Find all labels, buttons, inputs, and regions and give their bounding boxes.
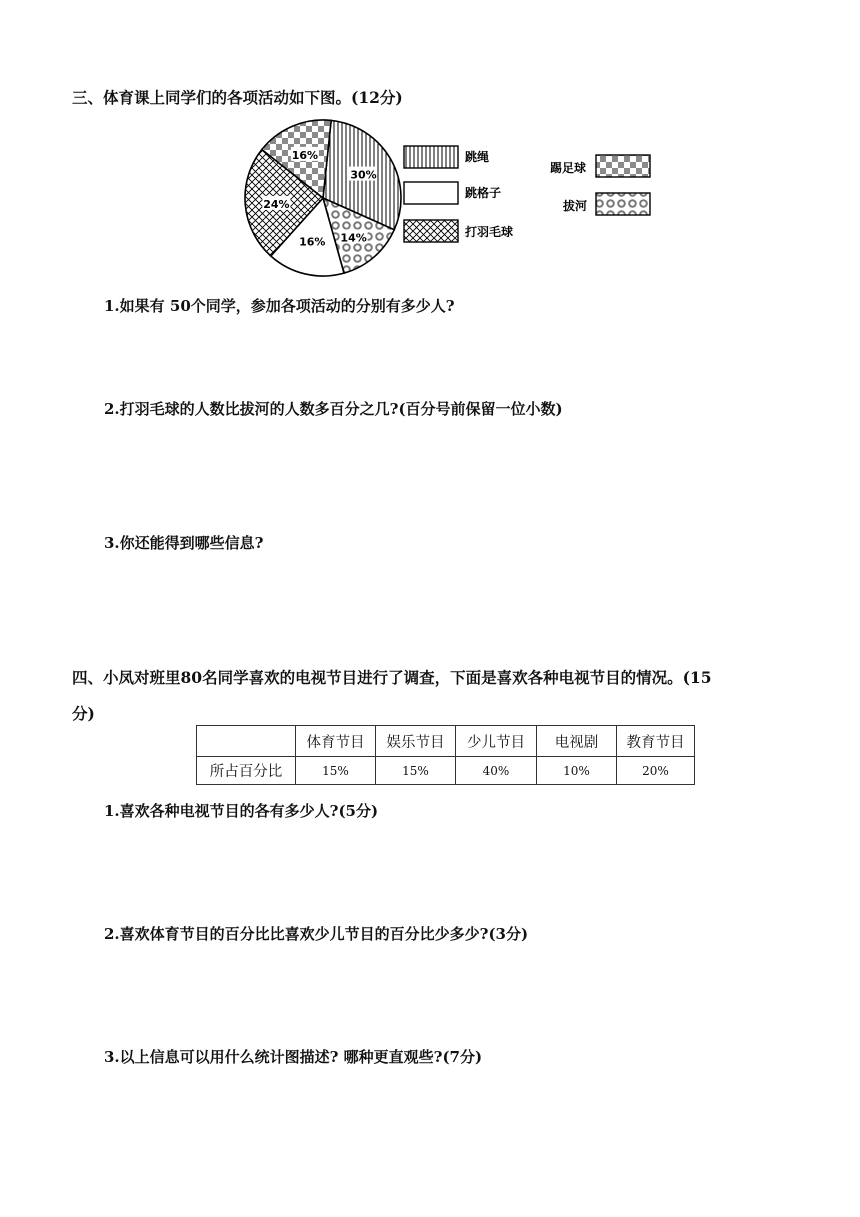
table-cell: 40% [456, 757, 537, 785]
section3-question-1: 1.如果有 50个同学，参加各项活动的分别有多少人? [104, 297, 455, 315]
slice-percent-label: 30% [350, 168, 377, 182]
table-cell: 15% [376, 757, 456, 785]
table-header-row [197, 726, 695, 757]
table-header-cell: 电视剧 [537, 726, 617, 757]
table-row-label: 所占百分比 [197, 757, 296, 785]
activity-pie-chart [236, 112, 676, 284]
section4-question-3: 3.以上信息可以用什么统计图描述? 哪种更直观些?(7分) [104, 1048, 483, 1066]
legend-label: 打羽毛球 [465, 225, 514, 239]
slice-percent-label: 16% [299, 235, 326, 249]
section3-heading: 三、体育课上同学们的各项活动如下图。(12分) [72, 88, 403, 107]
table-cell: 10% [537, 757, 617, 785]
legend-label: 跳格子 [465, 186, 502, 200]
legend-label: 踢足球 [550, 161, 587, 175]
legend-swatch [596, 193, 650, 215]
section3-question-3: 3.你还能得到哪些信息? [104, 534, 264, 552]
table-header-cell: 体育节目 [296, 726, 376, 757]
section4-question-2: 2.喜欢体育节目的百分比比喜欢少儿节目的百分比少多少?(3分) [104, 925, 529, 943]
legend-label: 拔河 [563, 199, 588, 213]
legend-label: 跳绳 [465, 150, 490, 164]
slice-percent-label: 16% [291, 148, 319, 162]
slice-percent-label: 24% [263, 197, 290, 211]
table-header-cell: 教育节目 [617, 726, 695, 757]
section3-question-2: 2.打羽毛球的人数比拔河的人数多百分之几?(百分号前保留一位小数) [104, 400, 563, 418]
section4-question-1: 1.喜欢各种电视节目的各有多少人?(5分) [104, 802, 379, 820]
section4-heading-line1: 四、小凤对班里80名同学喜欢的电视节目进行了调查，下面是喜欢各种电视节目的情况。(15 [72, 668, 712, 687]
table-cell: 20% [617, 757, 695, 785]
table-row [197, 757, 695, 785]
table-corner-cell [197, 726, 296, 757]
legend-swatch [404, 182, 458, 204]
tv-survey-table [196, 725, 695, 785]
legend-swatch [596, 155, 650, 177]
slice-percent-label: 14% [340, 231, 367, 245]
table-cell: 15% [296, 757, 376, 785]
legend-swatch [404, 146, 458, 168]
legend-swatch [404, 220, 458, 242]
section4-heading-line2: 分) [72, 704, 95, 723]
table-header-cell: 少儿节目 [456, 726, 537, 757]
table-header-cell: 娱乐节目 [376, 726, 456, 757]
